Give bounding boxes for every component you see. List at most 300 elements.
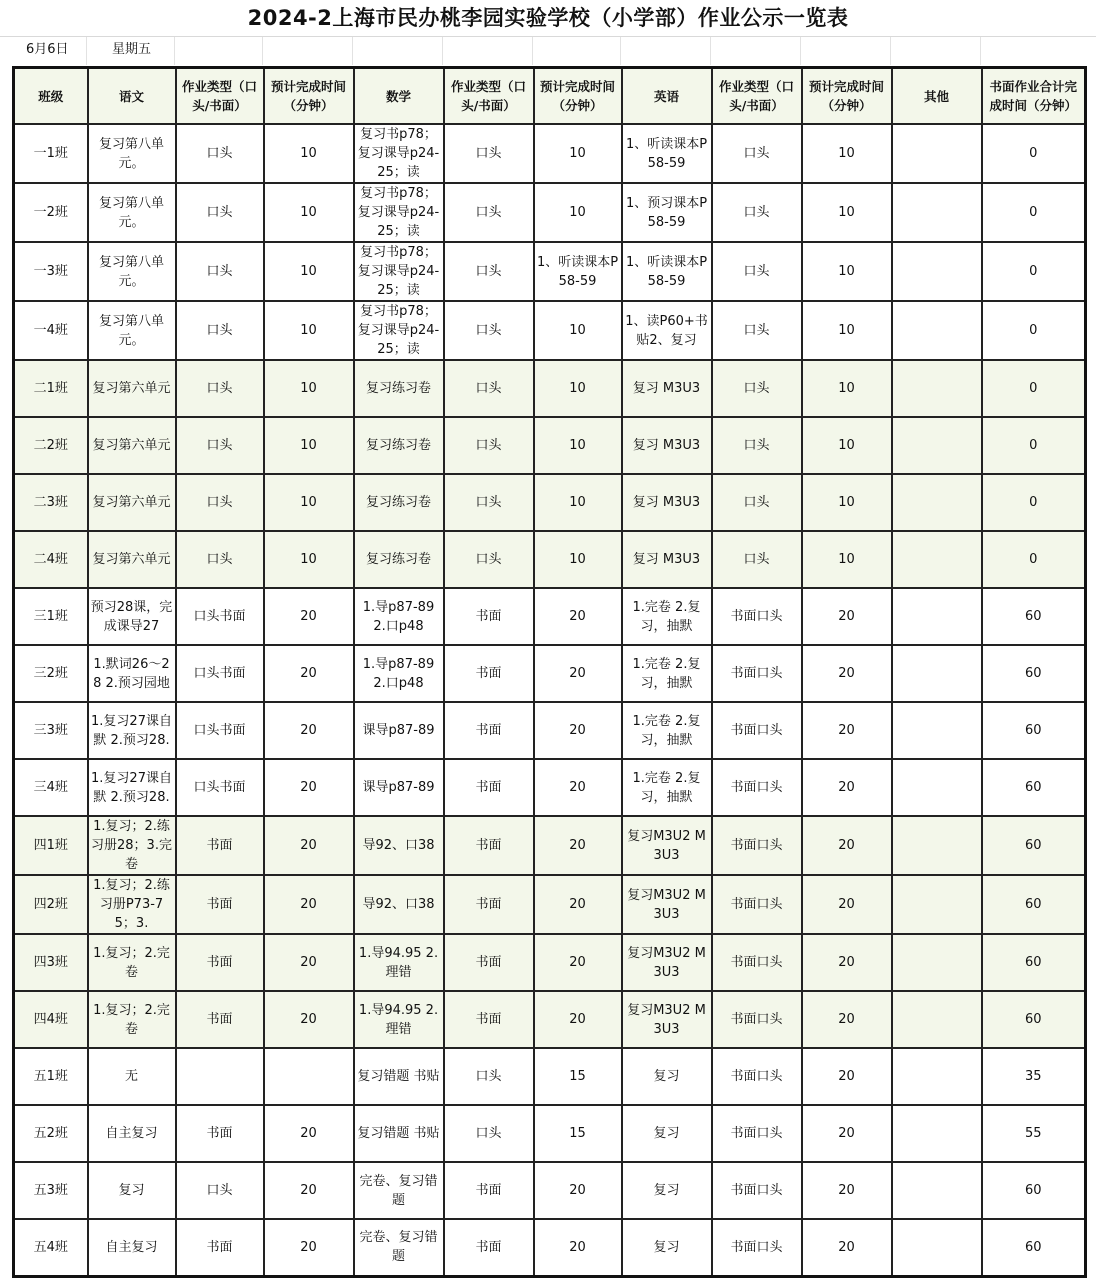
cell-text: 10 [300,381,317,396]
cell-chinese-time[interactable] [264,1105,354,1162]
cell-class[interactable] [14,301,88,360]
cell-math[interactable] [354,875,444,934]
cell-chinese-time[interactable] [264,474,354,531]
cell-total-time[interactable] [982,242,1086,301]
cell-class[interactable] [14,360,88,417]
cell-text: 20 [300,780,317,795]
cell-text: 自主复习 [105,1239,158,1255]
cell-math-type[interactable] [444,1105,534,1162]
cell-english-time[interactable] [802,1105,892,1162]
cell-total-time[interactable] [982,645,1086,702]
cell-english-type[interactable] [712,588,802,645]
cell-text: 二4班 [33,552,68,567]
header-english-type[interactable]: 作业类型（口头/书面） [712,68,802,125]
cell-english-type[interactable] [712,1105,802,1162]
cell-english-type[interactable] [712,645,802,702]
cell-other[interactable] [892,759,982,816]
cell-chinese-type[interactable] [176,875,264,934]
cell-english-type[interactable] [712,242,802,301]
cell-class[interactable] [14,934,88,991]
cell-english[interactable] [622,702,712,759]
cell-class[interactable] [14,759,88,816]
cell-chinese-type[interactable] [176,1105,264,1162]
cell-text: 10 [300,438,317,453]
cell-english-time[interactable] [802,645,892,702]
cell-total-time[interactable] [982,1048,1086,1105]
cell-chinese-type[interactable] [176,360,264,417]
cell-english-time[interactable] [802,1162,892,1219]
cell-chinese[interactable] [88,474,176,531]
cell-class[interactable] [14,816,88,875]
cell-english-time[interactable] [802,242,892,301]
cell-text: 20 [300,609,317,624]
cell-math-type[interactable] [444,242,534,301]
cell-chinese-type[interactable] [176,1219,264,1276]
cell-english-type[interactable] [712,702,802,759]
cell-chinese[interactable] [88,1162,176,1219]
cell-english-type[interactable] [712,875,802,934]
cell-chinese[interactable] [88,301,176,360]
cell-math[interactable] [354,1048,444,1105]
cell-english-time[interactable] [802,417,892,474]
cell-math-time[interactable] [534,991,622,1048]
cell-text: 口头 [475,1126,502,1141]
cell-text: 书面口头 [730,609,783,624]
cell-math-time[interactable] [534,1162,622,1219]
cell-english[interactable] [622,1048,712,1105]
cell-text: 复习 [653,1239,680,1255]
cell-math[interactable] [354,1219,444,1276]
header-math[interactable]: 数学 [354,68,444,125]
cell-english-time[interactable] [802,183,892,242]
cell-text: 完卷、复习错题 [359,1173,438,1208]
cell-total-time[interactable] [982,360,1086,417]
cell-math-type[interactable] [444,588,534,645]
cell-class[interactable] [14,417,88,474]
cell-chinese-type[interactable] [176,1162,264,1219]
cell-total-time[interactable] [982,1219,1086,1276]
cell-chinese-type[interactable] [176,991,264,1048]
cell-chinese-type[interactable] [176,124,264,183]
cell-chinese[interactable] [88,759,176,816]
cell-english-type[interactable] [712,991,802,1048]
cell-math-time[interactable] [534,875,622,934]
cell-text: 60 [1024,1239,1042,1255]
weekday-cell[interactable]: 星期五 [112,42,152,57]
cell-chinese[interactable] [88,991,176,1048]
cell-chinese-type[interactable] [176,417,264,474]
cell-math-type[interactable] [444,1219,534,1276]
cell-math[interactable] [354,1162,444,1219]
cell-math-type[interactable] [444,360,534,417]
cell-chinese-time[interactable] [264,645,354,702]
cell-chinese[interactable] [88,1048,176,1105]
cell-text: 口头 [743,146,770,161]
cell-chinese-time[interactable] [264,588,354,645]
cell-math-time[interactable] [534,1048,622,1105]
cell-math[interactable] [354,934,444,991]
cell-english-time[interactable] [802,991,892,1048]
cell-chinese-time[interactable] [264,531,354,588]
cell-math-time[interactable] [534,531,622,588]
cell-other[interactable] [892,242,982,301]
cell-chinese-time[interactable] [264,417,354,474]
cell-other[interactable] [892,124,982,183]
cell-total-time[interactable] [982,183,1086,242]
cell-english-time[interactable] [802,124,892,183]
cell-math-time[interactable] [534,360,622,417]
cell-math-type[interactable] [444,934,534,991]
cell-chinese-time[interactable] [264,875,354,934]
cell-chinese-time[interactable] [264,702,354,759]
cell-other[interactable] [892,301,982,360]
cell-other[interactable] [892,1105,982,1162]
cell-english-type[interactable] [712,301,802,360]
cell-english[interactable] [622,588,712,645]
cell-english[interactable] [622,816,712,875]
header-english-time[interactable]: 预计完成时间（分钟） [802,68,892,125]
cell-class[interactable] [14,702,88,759]
cell-chinese[interactable] [88,124,176,183]
cell-text: 20 [838,666,855,681]
header-class[interactable]: 班级 [14,68,88,125]
header-math-time[interactable]: 预计完成时间（分钟） [534,68,622,125]
cell-math[interactable] [354,816,444,875]
cell-english-time[interactable] [802,301,892,360]
cell-english-time[interactable] [802,875,892,934]
cell-math-time[interactable] [534,301,622,360]
cell-text: 10 [569,323,586,338]
cell-text: 口头 [475,323,502,338]
cell-text: 口头 [206,381,233,396]
date-cell[interactable]: 6月6日 [26,42,69,57]
cell-text: 口头 [475,264,502,279]
cell-english-type[interactable] [712,934,802,991]
cell-chinese[interactable] [88,360,176,417]
cell-math-type[interactable] [444,417,534,474]
cell-total-time[interactable] [982,1162,1086,1219]
cell-total-time[interactable] [982,124,1086,183]
cell-math[interactable] [354,124,444,183]
cell-text: 10 [300,323,317,338]
cell-english[interactable] [622,875,712,934]
header-chinese-type[interactable]: 作业类型（口头/书面） [176,68,264,125]
cell-english-type[interactable] [712,759,802,816]
cell-english-time[interactable] [802,816,892,875]
cell-math[interactable] [354,1105,444,1162]
cell-class[interactable] [14,1219,88,1276]
cell-math-type[interactable] [444,702,534,759]
cell-english[interactable] [622,1105,712,1162]
header-math-type[interactable]: 作业类型（口头/书面） [444,68,534,125]
cell-math-time[interactable] [534,588,622,645]
cell-english[interactable] [622,183,712,242]
cell-math-type[interactable] [444,1048,534,1105]
cell-english-type[interactable] [712,360,802,417]
cell-total-time[interactable] [982,1105,1086,1162]
cell-math-type[interactable] [444,531,534,588]
cell-math[interactable] [354,360,444,417]
cell-chinese-type[interactable] [176,301,264,360]
header-english[interactable]: 英语 [622,68,712,125]
cell-chinese-time[interactable] [264,242,354,301]
cell-other[interactable] [892,360,982,417]
cell-math-time[interactable] [534,417,622,474]
cell-text: 0 [1029,495,1038,510]
cell-text: 0 [1029,438,1038,453]
cell-english-type[interactable] [712,183,802,242]
cell-english-time[interactable] [802,531,892,588]
cell-math-type[interactable] [444,875,534,934]
cell-math[interactable] [354,531,444,588]
cell-english-type[interactable] [712,1048,802,1105]
cell-chinese[interactable] [88,242,176,301]
cell-class[interactable] [14,531,88,588]
table-row [14,360,1086,417]
cell-total-time[interactable] [982,702,1086,759]
cell-english[interactable] [622,991,712,1048]
cell-english-time[interactable] [802,360,892,417]
cell-total-time[interactable] [982,588,1086,645]
cell-text: 1、听读课本P58-59 [536,254,619,289]
cell-chinese[interactable] [88,183,176,242]
cell-text: 复习M3U2 M3U3 [627,1002,706,1037]
cell-math-type[interactable] [444,645,534,702]
cell-english[interactable] [622,474,712,531]
cell-class[interactable] [14,124,88,183]
cell-chinese[interactable] [88,1219,176,1276]
cell-chinese[interactable] [88,1105,176,1162]
cell-math[interactable] [354,183,444,242]
cell-class[interactable] [14,183,88,242]
cell-text: 15 [569,1069,586,1084]
cell-class[interactable] [14,1105,88,1162]
cell-math-time[interactable] [534,124,622,183]
cell-chinese[interactable] [88,417,176,474]
cell-math-time[interactable] [534,645,622,702]
cell-chinese-type[interactable] [176,242,264,301]
cell-math[interactable] [354,991,444,1048]
table-row [14,645,1086,702]
cell-math-time[interactable] [534,934,622,991]
cell-math-time[interactable] [534,702,622,759]
cell-english[interactable] [622,360,712,417]
cell-text: 20 [838,897,855,912]
cell-total-time[interactable] [982,531,1086,588]
cell-other[interactable] [892,645,982,702]
cell-class[interactable] [14,242,88,301]
cell-chinese[interactable] [88,588,176,645]
cell-math-type[interactable] [444,301,534,360]
cell-math[interactable] [354,645,444,702]
header-chinese[interactable]: 语文 [88,68,176,125]
cell-chinese-type[interactable] [176,645,264,702]
cell-english-type[interactable] [712,474,802,531]
cell-chinese-time[interactable] [264,1219,354,1276]
cell-english[interactable] [622,1219,712,1276]
cell-text: 书面 [475,897,502,912]
cell-chinese[interactable] [88,816,176,875]
cell-english[interactable] [622,531,712,588]
cell-chinese-type[interactable] [176,759,264,816]
cell-chinese-time[interactable] [264,360,354,417]
cell-class[interactable] [14,1162,88,1219]
cell-math[interactable] [354,301,444,360]
cell-chinese-time[interactable] [264,759,354,816]
cell-chinese-type[interactable] [176,531,264,588]
cell-math[interactable] [354,759,444,816]
cell-english[interactable] [622,759,712,816]
cell-english[interactable] [622,645,712,702]
cell-text: 复习 [118,1183,145,1198]
cell-class[interactable] [14,474,88,531]
cell-english[interactable] [622,417,712,474]
cell-chinese-type[interactable] [176,183,264,242]
cell-english-time[interactable] [802,702,892,759]
cell-math-type[interactable] [444,474,534,531]
cell-text: 复习 M3U3 [632,495,701,510]
cell-other[interactable] [892,875,982,934]
cell-other[interactable] [892,531,982,588]
cell-chinese-type[interactable] [176,934,264,991]
cell-english-time[interactable] [802,1219,892,1276]
cell-chinese-type[interactable] [176,588,264,645]
cell-text: 60 [1024,666,1042,681]
cell-text: 书面 [475,1012,502,1027]
cell-math-time[interactable] [534,183,622,242]
cell-chinese-time[interactable] [264,816,354,875]
cell-chinese[interactable] [88,875,176,934]
cell-chinese[interactable] [88,645,176,702]
cell-chinese-type[interactable] [176,816,264,875]
cell-english-time[interactable] [802,934,892,991]
cell-other[interactable] [892,991,982,1048]
cell-english-time[interactable] [802,588,892,645]
cell-chinese-time[interactable] [264,301,354,360]
cell-class[interactable] [14,645,88,702]
cell-other[interactable] [892,474,982,531]
table-body [14,124,1086,1276]
cell-total-time[interactable] [982,875,1086,934]
cell-math[interactable] [354,474,444,531]
cell-other[interactable] [892,702,982,759]
cell-math-time[interactable] [534,474,622,531]
cell-math-time[interactable] [534,1219,622,1276]
cell-text: 口头 [743,552,770,567]
cell-chinese-type[interactable] [176,702,264,759]
cell-english-type[interactable] [712,124,802,183]
cell-english[interactable] [622,301,712,360]
cell-english[interactable] [622,242,712,301]
cell-text: 口头 [475,1069,502,1084]
cell-text: 课导p87-89 [362,780,435,795]
cell-english-type[interactable] [712,531,802,588]
cell-text: 复习书p78；复习课导p24-25；读 [357,245,440,298]
cell-math-time[interactable] [534,1105,622,1162]
cell-text: 10 [838,381,855,396]
cell-math[interactable] [354,588,444,645]
cell-english-type[interactable] [712,1162,802,1219]
cell-chinese[interactable] [88,934,176,991]
cell-english-time[interactable] [802,759,892,816]
header-chinese-time[interactable]: 预计完成时间（分钟） [264,68,354,125]
cell-text: 口头 [475,438,502,453]
cell-chinese-time[interactable] [264,183,354,242]
cell-class[interactable] [14,875,88,934]
cell-total-time[interactable] [982,301,1086,360]
cell-other[interactable] [892,417,982,474]
cell-english[interactable] [622,124,712,183]
cell-class[interactable] [14,1048,88,1105]
cell-text: 复习 M3U3 [632,552,701,567]
cell-math-time[interactable] [534,242,622,301]
cell-text: 口头 [206,146,233,161]
cell-other[interactable] [892,934,982,991]
cell-english-type[interactable] [712,417,802,474]
cell-english-time[interactable] [802,474,892,531]
cell-text: 书面口头 [730,955,783,970]
header-other[interactable]: 其他 [892,68,982,125]
cell-math[interactable] [354,242,444,301]
cell-other[interactable] [892,183,982,242]
cell-total-time[interactable] [982,417,1086,474]
cell-chinese[interactable] [88,531,176,588]
cell-other[interactable] [892,816,982,875]
cell-total-time[interactable] [982,474,1086,531]
cell-math-time[interactable] [534,759,622,816]
cell-text: 书面 [206,1239,233,1255]
cell-math-time[interactable] [534,816,622,875]
cell-class[interactable] [14,991,88,1048]
cell-chinese-time[interactable] [264,1048,354,1105]
cell-chinese-type[interactable] [176,1048,264,1105]
cell-chinese-time[interactable] [264,1162,354,1219]
cell-math[interactable] [354,417,444,474]
cell-total-time[interactable] [982,934,1086,991]
cell-text: 60 [1024,955,1042,970]
cell-total-time[interactable] [982,991,1086,1048]
cell-total-time[interactable] [982,816,1086,875]
cell-other[interactable] [892,1048,982,1105]
cell-math-type[interactable] [444,183,534,242]
cell-chinese-time[interactable] [264,934,354,991]
cell-other[interactable] [892,588,982,645]
cell-math-type[interactable] [444,816,534,875]
cell-english-type[interactable] [712,1219,802,1276]
cell-other[interactable] [892,1219,982,1276]
cell-text: 1.完卷 2.复习，抽默 [632,599,701,634]
cell-english[interactable] [622,1162,712,1219]
table-row [14,301,1086,360]
cell-math-type[interactable] [444,1162,534,1219]
cell-chinese-type[interactable] [176,474,264,531]
cell-total-time[interactable] [982,759,1086,816]
cell-math-type[interactable] [444,991,534,1048]
cell-math[interactable] [354,702,444,759]
cell-english-type[interactable] [712,816,802,875]
cell-english-time[interactable] [802,1048,892,1105]
cell-class[interactable] [14,588,88,645]
cell-math-type[interactable] [444,124,534,183]
cell-chinese-time[interactable] [264,991,354,1048]
cell-chinese[interactable] [88,702,176,759]
cell-math-type[interactable] [444,759,534,816]
header-total-time[interactable]: 书面作业合计完成时间（分钟） [982,68,1086,125]
cell-chinese-time[interactable] [264,124,354,183]
cell-english[interactable] [622,934,712,991]
cell-other[interactable] [892,1162,982,1219]
cell-text: 复习第八单元。 [98,136,164,171]
